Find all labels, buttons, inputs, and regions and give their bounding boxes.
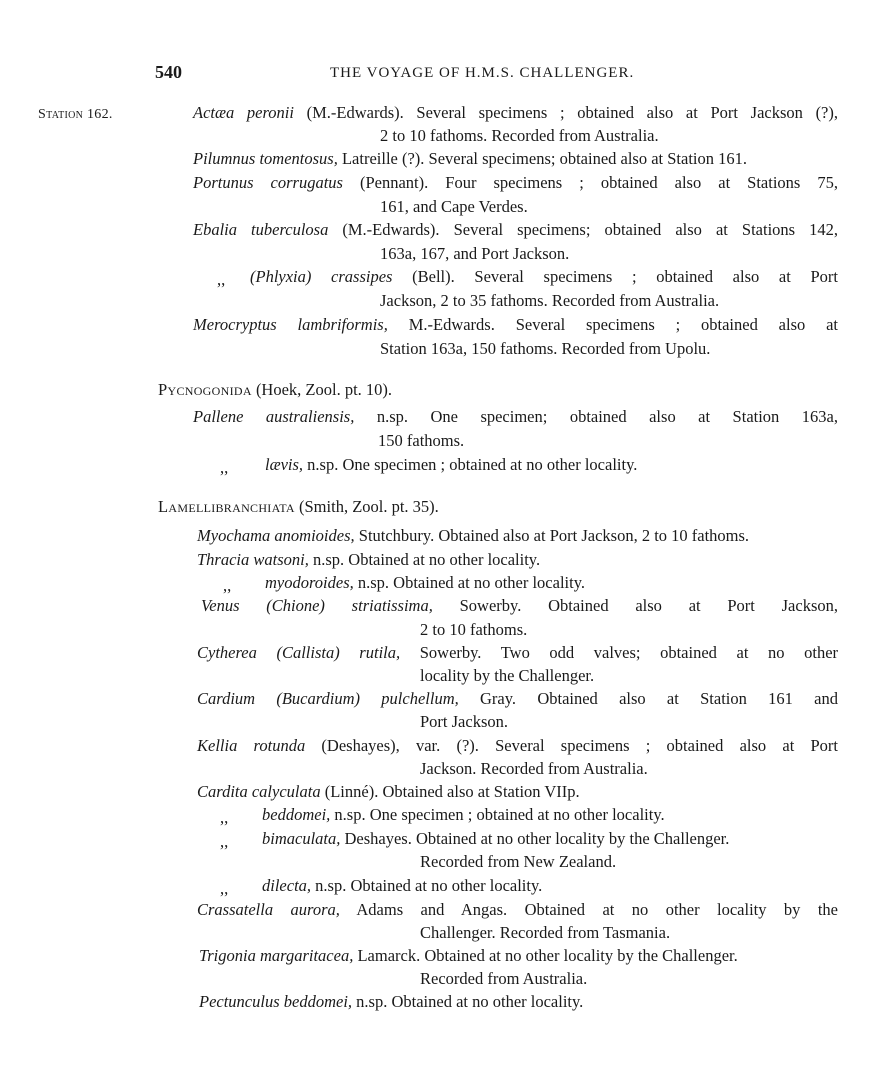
species-name: Actæa peronii xyxy=(193,103,294,122)
list-item xyxy=(250,267,838,287)
list-item xyxy=(262,829,729,849)
list-item xyxy=(193,220,838,240)
entry-text: n.sp. Obtained at no other locality. xyxy=(311,876,543,895)
entry-continuation: 150 fathoms. xyxy=(378,431,465,450)
list-item xyxy=(197,736,838,756)
entry-continuation: 161, and Cape Verdes. xyxy=(380,197,528,216)
species-name: (Phlyxia) crassipes xyxy=(250,267,393,286)
entry-text: Adams and Angas. Obtained at no other locality by the xyxy=(339,900,839,919)
list-item xyxy=(193,407,838,427)
section-reference: (Hoek, Zool. pt. 10). xyxy=(251,380,393,399)
species-name: bimaculata, xyxy=(262,829,341,848)
list-item xyxy=(193,173,838,193)
entry-continuation: 163a, 167, and Port Jackson. xyxy=(380,244,570,263)
entry-text: Gray. Obtained also at Station 161 and xyxy=(458,689,838,708)
entry-text: Sowerby. Obtained also at Port Jackson, xyxy=(432,596,839,615)
entry-continuation: 2 to 10 fathoms. xyxy=(420,620,528,639)
entry-continuation: Recorded from New Zealand. xyxy=(420,852,617,871)
entry-text: n.sp. One specimen ; obtained at no other locality. xyxy=(303,455,638,474)
list-item xyxy=(197,782,580,802)
entry-continuation: Jackson. Recorded from Australia. xyxy=(420,759,648,778)
species-name: Portunus corrugatus xyxy=(193,173,343,192)
entry-text: n.sp. One specimen; obtained also at Station 163a, xyxy=(354,407,838,426)
entry-text: Latreille (?). Several specimens; obtained also at Station 161. xyxy=(337,149,748,168)
species-name: Pilumnus tomentosus, xyxy=(193,149,338,168)
ditto-mark: ,, xyxy=(217,270,226,289)
list-item xyxy=(193,315,838,335)
list-item xyxy=(197,900,838,920)
section-title: Lamellibranchiata xyxy=(158,497,295,516)
species-name: dilecta, xyxy=(262,876,312,895)
ditto-mark: ,, xyxy=(223,576,232,595)
entry-text: (M.-Edwards). Several specimens; obtained also at Stations 142, xyxy=(328,220,838,239)
species-name: Pallene australiensis, xyxy=(193,407,355,426)
list-item xyxy=(199,992,583,1012)
entry-text: n.sp. Obtained at no other locality. xyxy=(308,550,541,569)
list-item xyxy=(262,805,665,825)
species-name: Cardium (Bucardium) pulchellum, xyxy=(197,689,459,708)
station-label: Station 162. xyxy=(38,107,113,122)
entry-text: n.sp. Obtained at no other locality. xyxy=(353,573,586,592)
species-name: Pectunculus beddomei, xyxy=(199,992,353,1011)
species-name: Trigonia margaritacea, xyxy=(199,946,354,965)
list-item xyxy=(197,689,838,709)
entry-text: (Linné). Obtained also at Station VIIp. xyxy=(320,782,580,801)
section-heading xyxy=(158,497,439,517)
ditto-mark: ,, xyxy=(220,808,229,827)
species-name: Kellia rotunda xyxy=(197,736,306,755)
list-item xyxy=(265,573,585,593)
ditto-mark: ,, xyxy=(220,879,229,898)
list-item xyxy=(197,526,749,546)
ditto-mark: ,, xyxy=(220,458,229,477)
entry-text: (Deshayes), var. (?). Several specimens ; obtained also at Port xyxy=(305,736,838,755)
entry-text: Stutchbury. Obtained also at Port Jackson, 2 to 10 fathoms. xyxy=(354,526,750,545)
section-reference: (Smith, Zool. pt. 35). xyxy=(294,497,439,516)
species-name: Crassatella aurora, xyxy=(197,900,340,919)
species-name: beddomei, xyxy=(262,805,331,824)
entry-continuation: 2 to 10 fathoms. Recorded from Australia. xyxy=(380,126,659,145)
list-item xyxy=(199,946,738,966)
list-item xyxy=(193,103,838,123)
species-name: Venus (Chione) striatissima, xyxy=(201,596,433,615)
entry-text: (Pennant). Four specimens ; obtained also at Stations 75, xyxy=(342,173,838,192)
species-name: lævis, xyxy=(265,455,304,474)
species-name: Cardita calyculata xyxy=(197,782,321,801)
entry-continuation: Challenger. Recorded from Tasmania. xyxy=(420,923,671,942)
entry-continuation: Jackson, 2 to 35 fathoms. Recorded from Australia. xyxy=(380,291,720,310)
entry-text: M.-Edwards. Several specimens ; obtained also at xyxy=(387,315,838,334)
species-name: Cytherea (Callista) rutila, xyxy=(197,643,401,662)
entry-text: Lamarck. Obtained at no other locality by the Challenger. xyxy=(353,946,738,965)
list-item xyxy=(265,455,637,475)
list-item xyxy=(262,876,542,896)
entry-text: Sowerby. Two odd valves; obtained at no other xyxy=(400,643,839,662)
species-name: Myochama anomioides, xyxy=(197,526,355,545)
list-item xyxy=(193,149,747,169)
species-name: myodoroides, xyxy=(265,573,354,592)
section-heading xyxy=(158,380,392,400)
list-item xyxy=(197,643,838,663)
entry-text: (M.-Edwards). Several specimens ; obtained also at Port Jackson (?), xyxy=(293,103,839,122)
list-item xyxy=(201,596,838,616)
entry-continuation: Recorded from Australia. xyxy=(420,969,588,988)
entry-continuation: locality by the Challenger. xyxy=(420,666,595,685)
species-name: Merocryptus lambriformis, xyxy=(193,315,388,334)
entry-continuation: Port Jackson. xyxy=(420,712,508,731)
list-item xyxy=(197,550,540,570)
entry-text: Deshayes. Obtained at no other locality by the Challenger. xyxy=(340,829,730,848)
section-title: Pycnogonida xyxy=(158,380,252,399)
running-head: THE VOYAGE OF H.M.S. CHALLENGER. xyxy=(330,65,635,81)
entry-text: n.sp. Obtained at no other locality. xyxy=(352,992,584,1011)
entry-text: n.sp. One specimen ; obtained at no other locality. xyxy=(330,805,665,824)
species-name: Thracia watsoni, xyxy=(197,550,309,569)
entry-text: (Bell). Several specimens ; obtained also at Port xyxy=(392,267,838,286)
species-name: Ebalia tuberculosa xyxy=(193,220,329,239)
entry-continuation: Station 163a, 150 fathoms. Recorded from Upolu. xyxy=(380,339,711,358)
ditto-mark: ,, xyxy=(220,832,229,851)
page-number: 540 xyxy=(155,62,182,82)
